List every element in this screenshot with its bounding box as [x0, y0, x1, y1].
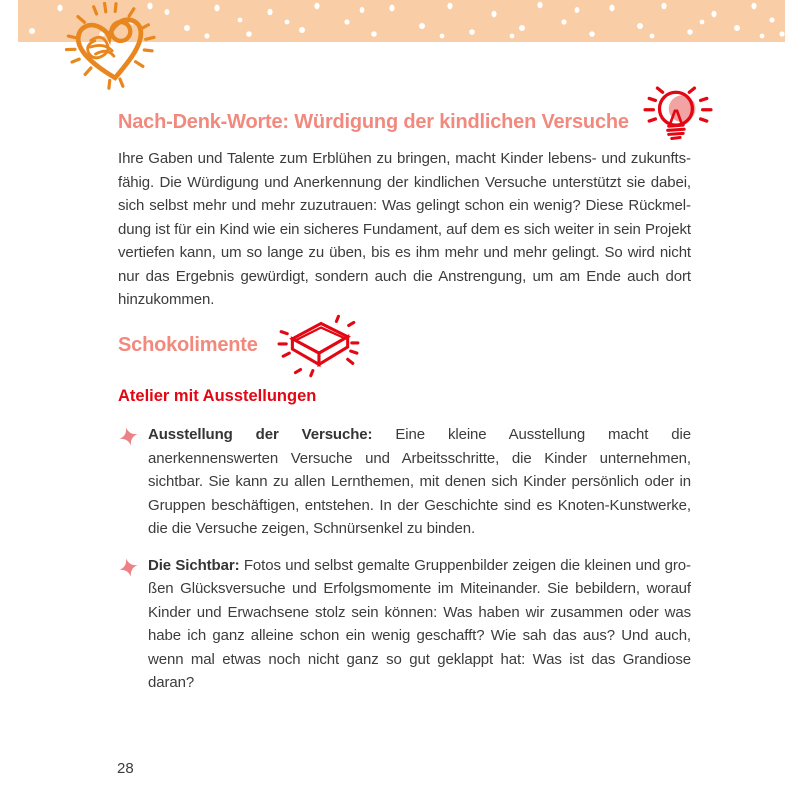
sparkle-star-icon [118, 426, 139, 447]
chocolate-doodle-icon [276, 314, 362, 380]
section-title: Nach-Denk-Worte: Würdigung der kindlichen Versuche [118, 111, 629, 133]
bullet-list [118, 423, 691, 708]
heart-doodle-icon [64, 2, 158, 96]
list-item-lead: Ausstellung der Versuche: [148, 426, 373, 443]
list-item [118, 554, 691, 695]
list-item [118, 423, 691, 541]
list-item-text: Eine kleine Ausstellung macht die anerkennenswerten Versuche und Arbeitsschritte, die Kinder unternehmen, sichtbar. Sie kann zu allen Lernthemen, mit denen sich Kinder persönlich oder in Gruppen beschäftigen, entstehen. In der Geschichte sind es Knoten-Kunstwerke, die die Versuche zeigen, Schnürsenkel zu binden. [148, 426, 691, 537]
list-item-text: Fotos und selbst gemalte Gruppenbilder zeigen die kleinen und großen Glücksversuche und Erfolgsmomente im Miteinander. Sie bebildern, worauf Kinder und Erwachsene stolz sein können: Was haben wir zusammen oder was habe ich ganz alleine schon ein wenig geschafft? Wie sah das aus? Und auch, wenn mal etwas noch nicht ganz so gut geklappt hat: Was ist das Grandiose daran? [148, 556, 691, 691]
intro-paragraph: Ihre Gaben und Talente zum Erblühen zu bringen, macht Kinder lebens- und zukunftsfähig. Die Würdigung und Anerkennung der kindlichen Versuche unterstützt sie dabei, sich selbst mehr und mehr zuzutrauen: Was gelingt schon ein wenig? Diese Rückmeldung ist für ein Kind wie ein sicheres Fundament, auf dem es sich weiter in sein Projekt vertiefen kann, um so lange zu üben, bis es ihm mehr und mehr gelingt. So wird nicht nur das Ergebnis gewürdigt, sondern auch die Anstrengung, um am Ende auch dort hinzukommen. [118, 150, 691, 308]
subsection-title: Schokolimente [118, 334, 258, 356]
list-item-lead: Die Sichtbar: [148, 556, 240, 574]
subsubsection-title: Atelier mit Ausstellungen [118, 387, 317, 405]
sparkle-star-icon [118, 557, 139, 578]
lightbulb-icon [641, 83, 715, 157]
page-number: 28 [117, 760, 134, 777]
